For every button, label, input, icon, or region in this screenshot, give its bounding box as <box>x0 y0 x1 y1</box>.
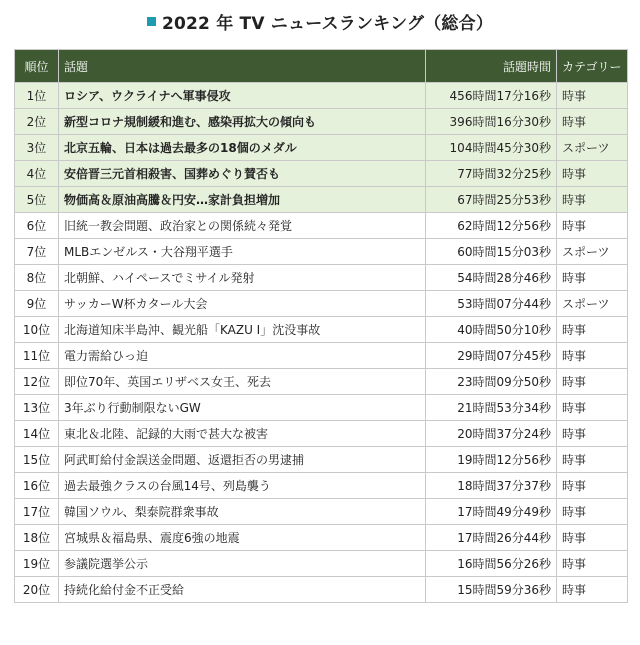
time-cell: 17時間49分49秒 <box>426 499 557 525</box>
rank-cell: 17位 <box>15 499 59 525</box>
topic-cell: 新型コロナ規制緩和進む、感染再拡大の傾向も <box>59 109 426 135</box>
topic-cell: 参議院選挙公示 <box>59 551 426 577</box>
table-row <box>15 161 628 187</box>
time-cell: 456時間17分16秒 <box>426 83 557 109</box>
category-cell: 時事 <box>557 395 628 421</box>
time-cell: 53時間07分44秒 <box>426 291 557 317</box>
table-row <box>15 317 628 343</box>
topic-cell: 北京五輪、日本は過去最多の18個のメダル <box>59 135 426 161</box>
category-cell: 時事 <box>557 577 628 603</box>
time-cell: 104時間45分30秒 <box>426 135 557 161</box>
header-category: カテゴリー <box>557 50 628 83</box>
rank-cell: 7位 <box>15 239 59 265</box>
header-topic: 話題 <box>59 50 426 83</box>
topic-cell: 韓国ソウル、梨泰院群衆事故 <box>59 499 426 525</box>
topic-cell: 物価高＆原油高騰＆円安…家計負担増加 <box>59 187 426 213</box>
time-cell: 29時間07分45秒 <box>426 343 557 369</box>
page-title-wrap <box>0 9 640 34</box>
ranking-table <box>14 49 628 603</box>
topic-cell: 3年ぶり行動制限ないGW <box>59 395 426 421</box>
time-cell: 54時間28分46秒 <box>426 265 557 291</box>
topic-cell: 北海道知床半島沖、観光船「KAZU I」沈没事故 <box>59 317 426 343</box>
rank-cell: 4位 <box>15 161 59 187</box>
topic-cell: 旧統一教会問題、政治家との関係続々発覚 <box>59 213 426 239</box>
rank-cell: 14位 <box>15 421 59 447</box>
table-row <box>15 187 628 213</box>
time-cell: 77時間32分25秒 <box>426 161 557 187</box>
category-cell: 時事 <box>557 265 628 291</box>
topic-cell: 持続化給付金不正受給 <box>59 577 426 603</box>
category-cell: 時事 <box>557 213 628 239</box>
category-cell: 時事 <box>557 161 628 187</box>
table-row <box>15 499 628 525</box>
rank-cell: 3位 <box>15 135 59 161</box>
time-cell: 67時間25分53秒 <box>426 187 557 213</box>
rank-cell: 6位 <box>15 213 59 239</box>
category-cell: 時事 <box>557 83 628 109</box>
ranking-table-body <box>15 83 628 603</box>
topic-cell: 安倍晋三元首相殺害、国葬めぐり賛否も <box>59 161 426 187</box>
category-cell: 時事 <box>557 473 628 499</box>
time-cell: 21時間53分34秒 <box>426 395 557 421</box>
rank-cell: 13位 <box>15 395 59 421</box>
time-cell: 19時間12分56秒 <box>426 447 557 473</box>
ranking-table-header <box>15 50 628 83</box>
category-cell: 時事 <box>557 447 628 473</box>
category-cell: 時事 <box>557 525 628 551</box>
table-row <box>15 551 628 577</box>
time-cell: 62時間12分56秒 <box>426 213 557 239</box>
topic-cell: 東北＆北陸、記録的大雨で甚大な被害 <box>59 421 426 447</box>
topic-cell: 即位70年、英国エリザベス女王、死去 <box>59 369 426 395</box>
category-cell: 時事 <box>557 551 628 577</box>
topic-cell: MLBエンゼルス・大谷翔平選手 <box>59 239 426 265</box>
table-row <box>15 239 628 265</box>
category-cell: 時事 <box>557 499 628 525</box>
rank-cell: 12位 <box>15 369 59 395</box>
time-cell: 40時間50分10秒 <box>426 317 557 343</box>
table-row <box>15 369 628 395</box>
topic-cell: ロシア、ウクライナへ軍事侵攻 <box>59 83 426 109</box>
header-rank: 順位 <box>15 50 59 83</box>
page-title-text: 2022 年 TV ニュースランキング（総合） <box>161 14 494 34</box>
page-title <box>147 9 493 34</box>
rank-cell: 8位 <box>15 265 59 291</box>
table-row <box>15 577 628 603</box>
header-time: 話題時間 <box>426 50 557 83</box>
table-row <box>15 525 628 551</box>
rank-cell: 20位 <box>15 577 59 603</box>
category-cell: 時事 <box>557 187 628 213</box>
rank-cell: 2位 <box>15 109 59 135</box>
table-row <box>15 213 628 239</box>
rank-cell: 5位 <box>15 187 59 213</box>
time-cell: 20時間37分24秒 <box>426 421 557 447</box>
topic-cell: 過去最強クラスの台風14号、列島襲う <box>59 473 426 499</box>
category-cell: 時事 <box>557 109 628 135</box>
time-cell: 396時間16分30秒 <box>426 109 557 135</box>
category-cell: 時事 <box>557 421 628 447</box>
rank-cell: 19位 <box>15 551 59 577</box>
rank-cell: 15位 <box>15 447 59 473</box>
time-cell: 18時間37分37秒 <box>426 473 557 499</box>
table-row <box>15 421 628 447</box>
table-row <box>15 135 628 161</box>
table-row <box>15 343 628 369</box>
rank-cell: 18位 <box>15 525 59 551</box>
category-cell: 時事 <box>557 343 628 369</box>
time-cell: 60時間15分03秒 <box>426 239 557 265</box>
time-cell: 23時間09分50秒 <box>426 369 557 395</box>
category-cell: スポーツ <box>557 291 628 317</box>
category-cell: 時事 <box>557 317 628 343</box>
rank-cell: 16位 <box>15 473 59 499</box>
topic-cell: サッカーW杯カタール大会 <box>59 291 426 317</box>
time-cell: 16時間56分26秒 <box>426 551 557 577</box>
category-cell: スポーツ <box>557 135 628 161</box>
topic-cell: 宮城県＆福島県、震度6強の地震 <box>59 525 426 551</box>
rank-cell: 11位 <box>15 343 59 369</box>
category-cell: 時事 <box>557 369 628 395</box>
table-row <box>15 473 628 499</box>
rank-cell: 9位 <box>15 291 59 317</box>
square-bullet-icon <box>147 17 156 26</box>
table-row <box>15 265 628 291</box>
topic-cell: 北朝鮮、ハイペースでミサイル発射 <box>59 265 426 291</box>
table-row <box>15 291 628 317</box>
header-row <box>15 50 628 83</box>
time-cell: 17時間26分44秒 <box>426 525 557 551</box>
table-row <box>15 83 628 109</box>
category-cell: スポーツ <box>557 239 628 265</box>
time-cell: 15時間59分36秒 <box>426 577 557 603</box>
table-row <box>15 109 628 135</box>
topic-cell: 電力需給ひっ迫 <box>59 343 426 369</box>
table-row <box>15 395 628 421</box>
topic-cell: 阿武町給付金誤送金問題、返還拒否の男逮捕 <box>59 447 426 473</box>
table-row <box>15 447 628 473</box>
rank-cell: 10位 <box>15 317 59 343</box>
rank-cell: 1位 <box>15 83 59 109</box>
